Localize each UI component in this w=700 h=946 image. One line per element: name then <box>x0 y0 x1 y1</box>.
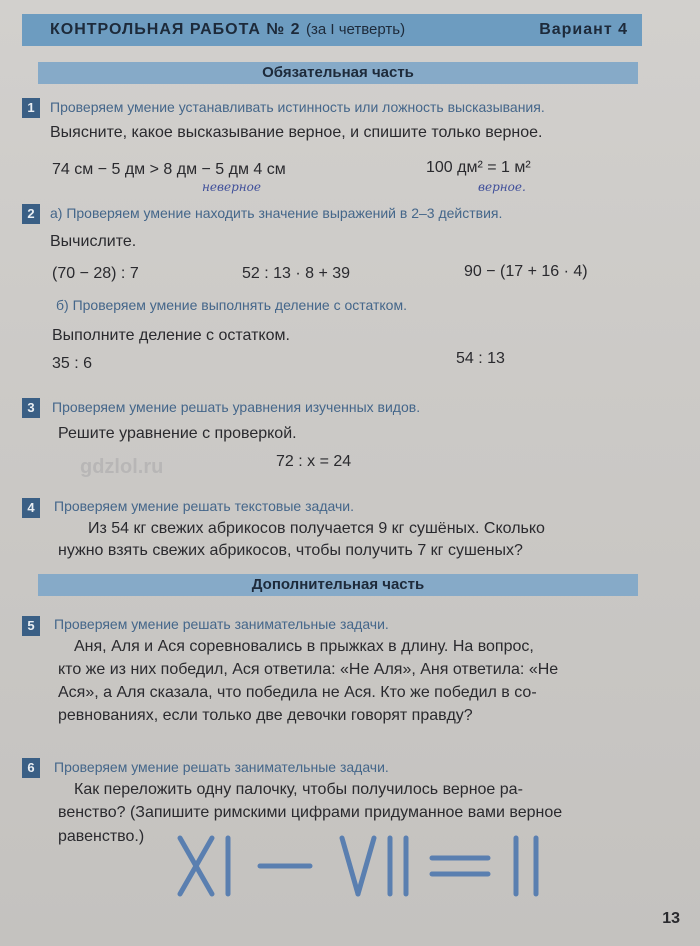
task-6-line-3: равенство.) <box>58 828 145 845</box>
task-2-number: 2 <box>22 204 40 224</box>
header-title: КОНТРОЛЬНАЯ РАБОТА № 2 <box>50 21 301 38</box>
task-4-line-2: нужно взять свежих абрикосов, чтобы получить 7 кг сушеных? <box>58 542 523 559</box>
matchstick-equation <box>170 832 570 902</box>
task-6-line-2: венство? (Запишите римскими цифрами придуманное вами верное <box>58 804 563 821</box>
section-mandatory: Обязательная часть <box>38 62 638 84</box>
task-6-line-1: Как переложить одну палочку, чтобы получилось верное ра- <box>74 781 523 798</box>
task-1-expression-1: 74 см − 5 дм > 8 дм − 5 дм 4 см <box>52 161 286 178</box>
task-2b-skill: б) Проверяем умение выполнять деление с остатком. <box>56 297 407 313</box>
header-title-group <box>50 21 405 39</box>
task-2a-skill: а) Проверяем умение находить значение выражений в 2–3 действия. <box>50 205 503 221</box>
section-additional: Дополнительная часть <box>38 574 638 596</box>
task-4-skill: Проверяем умение решать текстовые задачи. <box>54 498 354 514</box>
task-2a-instruction: Вычислите. <box>50 233 137 250</box>
task-2a-expression-3: 90 − (17 + 16 · 4) <box>464 263 588 280</box>
task-4-line-1: Из 54 кг свежих абрикосов получается 9 кг сушёных. Сколько <box>88 520 545 537</box>
task-5-skill: Проверяем умение решать занимательные задачи. <box>54 616 389 632</box>
task-2a-expression-2: 52 : 13 · 8 + 39 <box>242 265 351 282</box>
header-subtitle: (за I четверть) <box>306 21 406 38</box>
task-1-number: 1 <box>22 98 40 118</box>
task-2a-expression-1: (70 − 28) : 7 <box>52 265 139 282</box>
task-5-number: 5 <box>22 616 40 636</box>
task-3-equation: 72 : x = 24 <box>276 453 352 470</box>
task-2b-instruction: Выполните деление с остатком. <box>52 327 290 344</box>
matchstick-figure <box>180 838 536 894</box>
task-5-line-1: Аня, Аля и Ася соревновались в прыжках в длину. На вопрос, <box>74 638 534 655</box>
task-2b-expression-2: 54 : 13 <box>456 350 505 367</box>
task-5-line-4: ревнованиях, если только две девочки говорят правду? <box>58 707 473 724</box>
handwritten-note-1: неверное <box>202 180 262 194</box>
page-number: 13 <box>662 910 680 927</box>
task-1-instruction: Выясните, какое высказывание верное, и спишите только верное. <box>50 124 543 141</box>
task-6-skill: Проверяем умение решать занимательные задачи. <box>54 759 389 775</box>
task-6-number: 6 <box>22 758 40 778</box>
page-header <box>22 14 642 46</box>
task-3-number: 3 <box>22 398 40 418</box>
task-1-expression-2: 100 дм² = 1 м² <box>426 159 531 176</box>
task-1-skill: Проверяем умение устанавливать истинность или ложность высказывания. <box>50 99 545 115</box>
task-3-skill: Проверяем умение решать уравнения изученных видов. <box>52 399 421 415</box>
handwritten-note-2: верное. <box>478 180 526 194</box>
stick-v-1 <box>342 838 358 894</box>
task-4-number: 4 <box>22 498 40 518</box>
variant-label: Вариант 4 <box>539 21 628 38</box>
stick-v-2 <box>358 838 374 894</box>
task-5-line-3: Ася», а Аля сказала, что победила не Ася. Кто же победил в со- <box>58 684 537 701</box>
task-5-line-2: кто же из них победил, Ася ответила: «Не Аля», Аня ответила: «Не <box>58 661 559 678</box>
task-2b-expression-1: 35 : 6 <box>52 355 93 372</box>
watermark: gdzlol.ru <box>80 456 164 478</box>
task-3-instruction: Решите уравнение с проверкой. <box>58 425 297 442</box>
